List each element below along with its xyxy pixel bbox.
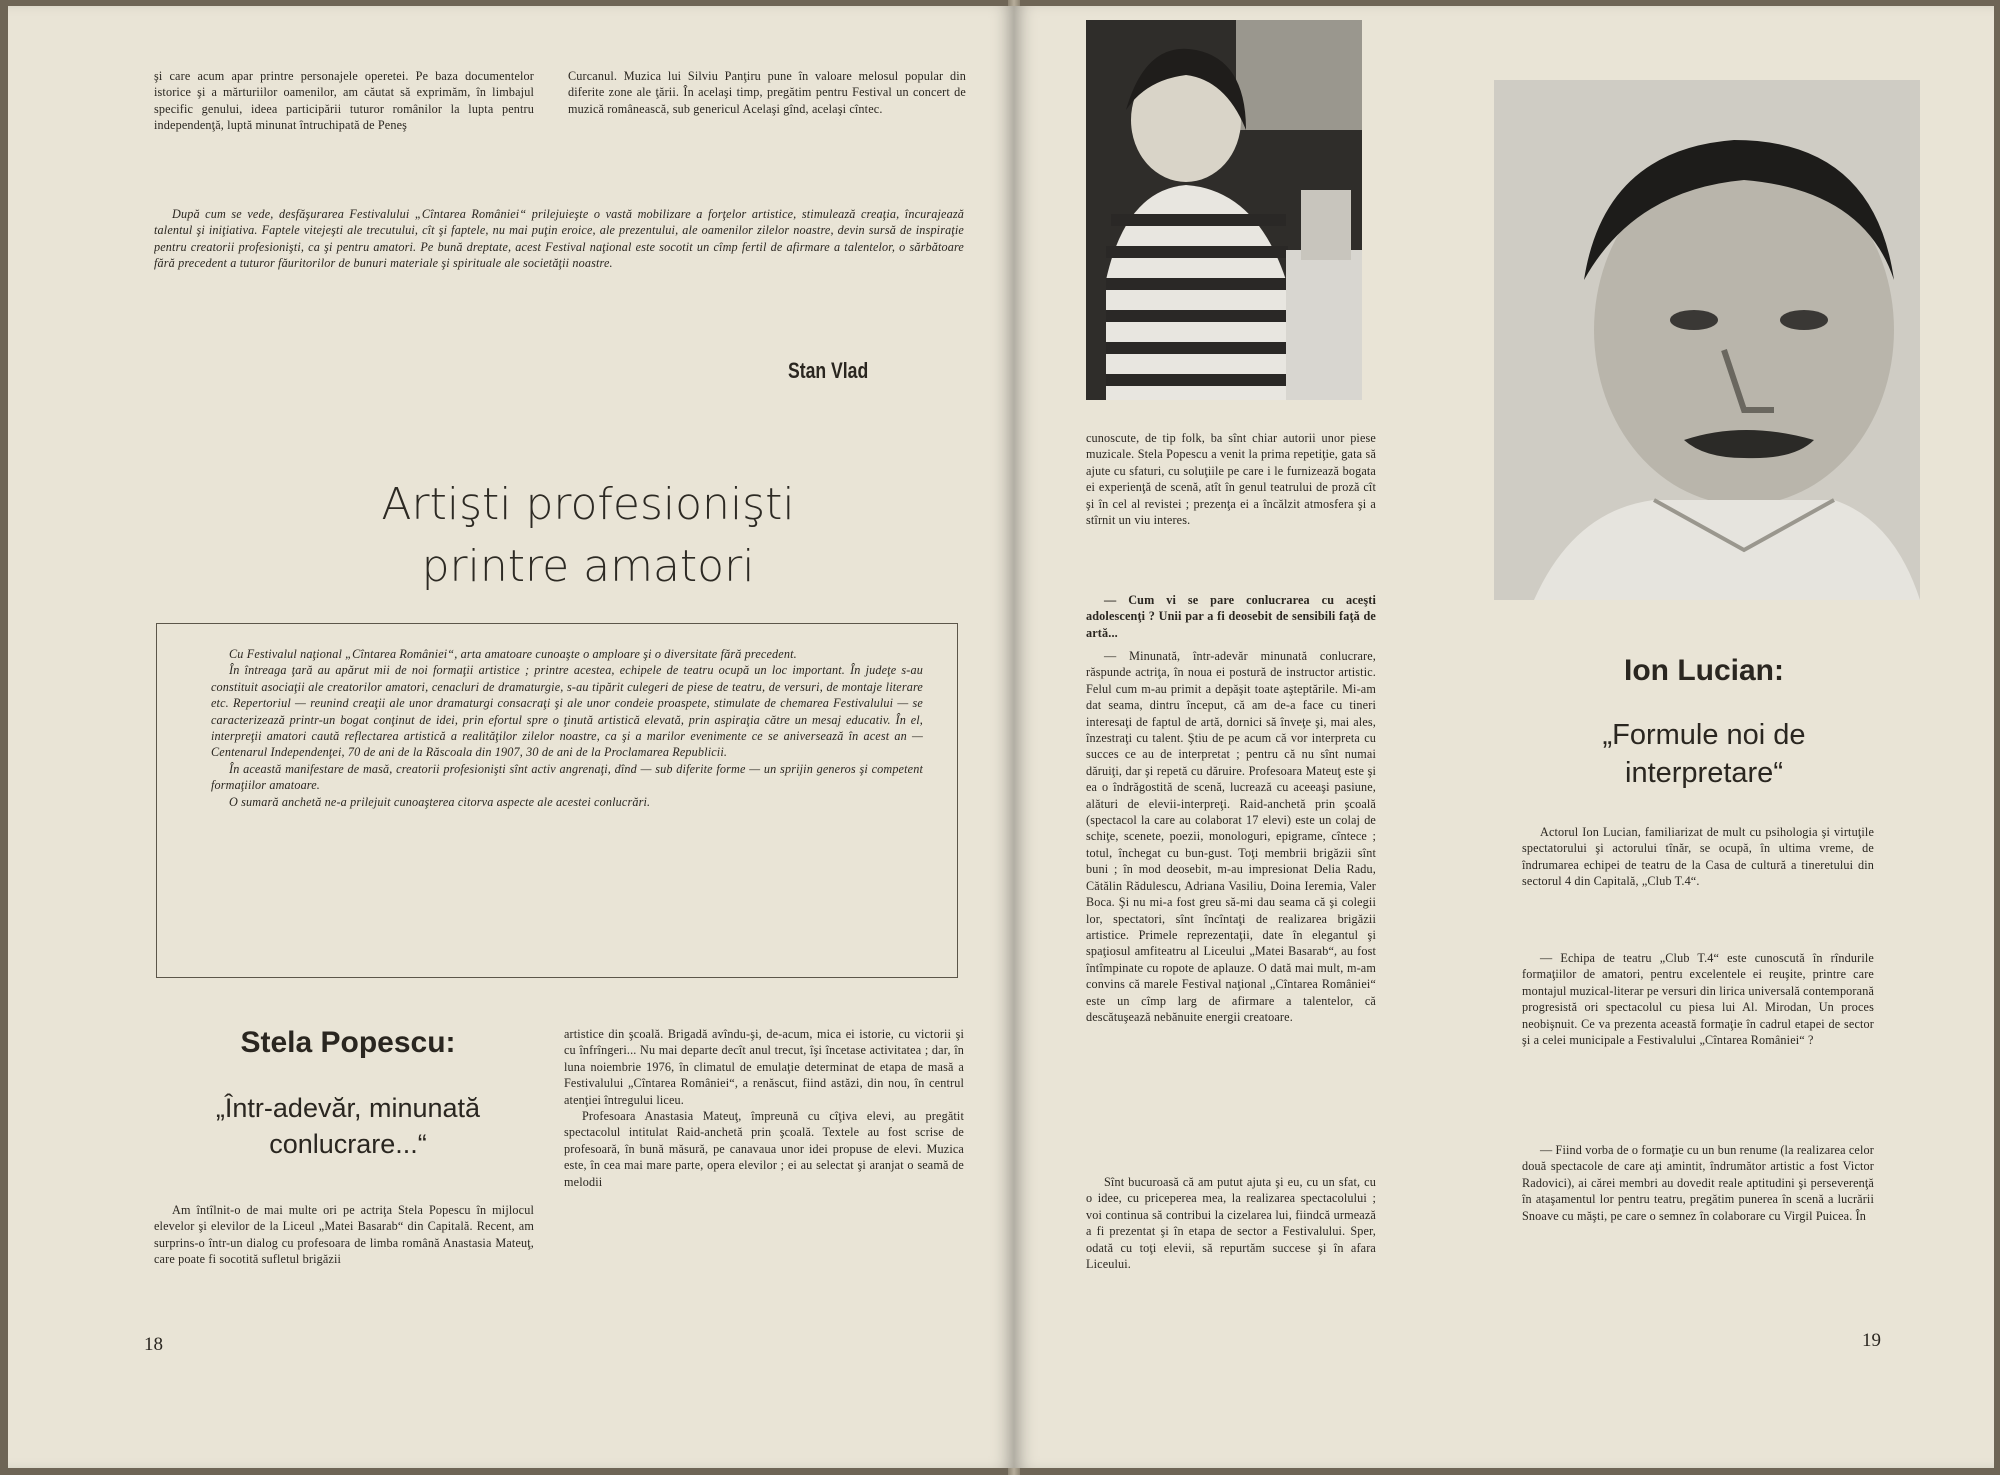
- article-title-line-1: Artişti profesionişti: [381, 479, 795, 530]
- stela-answer-conclusion: Sînt bucuroasă că am putut ajuta şi eu, cu un sfat, cu o idee, cu priceperea mea, la realizarea spectacolului ; voi continua să contribui la cizelarea lui, fiindcă urmează a fi prezentat şi în etapa de sector a Festivalului. Sper, odată cu toţi elevii, să repurtăm succese şi în afara Liceului.: [1086, 1175, 1376, 1272]
- ion-lucian-quote: „Formule noi de interpretare“: [1602, 719, 1806, 789]
- intro-box-text: Cu Festivalul naţional „Cîntarea României“, arta amatoare cunoaşte o amploare şi o diversitate fără precedent. În întreaga ţară au apărut mii de noi formaţii artistice ; printre acestea, echipele de teatru ocupă un loc important. În judeţe s-au constituit asociaţii ale creatorilor amatori, cenacluri de dramaturgie, s-au tipărit culegeri de piese de teatru, de versuri, de montaje literare etc. Repertoriul — reunind creaţii ale unor dramaturgi consacraţi şi ale unor condeie proaspete, stimulate de chemarea Festivalului — se caracterizează printr-un bogat conţinut de idei, prin efortul spre o ţinută artistică elevată, prin aspiraţia către un mesaj educativ. În el, interpreţii amatori caută reflectarea artistică a realităţilor zilelor noastre, ca şi a marilor evenimente ce se aniversează în acest an — Centenarul Independenţei, 70 de ani de la Răscoala din 1907, 30 de ani de la Proclamarea Republicii. În această manifestare de masă, creatorii profesionişti sînt activ angrenaţi, dînd — sub diferite forme — un sprijin generos şi competent formaţiilor amatoare. O sumară anchetă ne-a prilejuit cunoaşterea citorva aspecte ale acestei conlucrări.: [211, 647, 923, 809]
- stela-column-1: Am întîlnit-o de mai multe ori pe actriţa Stela Popescu în mijlocul elevelor şi elevilor de la Liceul „Matei Basarab“ din Capitală. Recent, am surprins-o într-un dialog cu profesoara de limba română Anastasia Mateuţ, care poate fi socotită sufletul brigăzii: [154, 1203, 534, 1267]
- stela-photo-illustration: [1086, 20, 1362, 400]
- intro-box: [156, 623, 958, 978]
- article-title-line-2: printre amatori: [421, 541, 755, 592]
- ion-photo-illustration: [1494, 80, 1920, 600]
- left-top-column-2: Curcanul. Muzica lui Silviu Panţiru pune în valoare melosul popular din diferite zone ale ţării. În acelaşi timp, pregătim pentru Festival un concert de muzică românească, sub genericul Acelaşi gînd, acelaşi cîntec.: [568, 69, 966, 116]
- left-top-column-1: şi care acum apar printre personajele operetei. Pe baza documentelor istorice şi a mărturiilor oamenilor, am căutat să exprimăm, în limbajul specific genului, ideea participării tuturor românilor la lupta pentru independenţă, luptă minunat întruchipată de Peneş: [154, 69, 534, 133]
- interview-question-ion: — Echipa de teatru „Club T.4“ este cunoscută în rîndurile formaţiilor de amatori, pentru excelentele ei reuşite, printre care montajul muzical-literar pe versuri din lirica universală contemporană progresistă ori spectacolul cu piesa lui Al. Mirodan, Un proces neobişnuit. Ce va prezenta această formaţie în cadrul etapei de sector şi a celei municipale a Festivalului „Cîntarea României“ ?: [1522, 951, 1874, 1048]
- ion-lucian-intro: Actorul Ion Lucian, familiarizat de mult cu psihologia şi virtuţile spectatorului şi actorului tînăr, se ocupă, în ultima vreme, de îndrumarea echipei de teatru de la Casa de cultură a tineretului din sectorul 4 din Capitală, „Club T.4“.: [1522, 825, 1874, 889]
- ion-answer-column: — Fiind vorba de o formaţie cu un bun renume (la realizarea celor două spectacole de care aţi amintit, îndrumător artistic a fost Victor Radovici), ai cărei membri au dovedit reale aptitudini şi perseverenţă în ataşamentul lor pentru teatru, pregătim punerea în scenă a lucrării Snoave cu măşti, pe care o semnez în colaborare cu Virgil Puicea. În: [1522, 1143, 1874, 1223]
- stela-answer-column: — Minunată, într-adevăr minunată conlucrare, răspunde actriţa, în noua ei postură de instructor artistic. Felul cum m-au primit a depăşit toate aşteptările. Mi-am dat seama, dintru început, că am de-a face cu tineri interesaţi de faptul de artă, dornici să înveţe şi, mai ales, înzestraţi cu talent. Ştiu de pe acum că vor interpreta cu succes ce au de interpretat ; pentru că nu sînt numai dăruiţi, dar şi repetă cu dăruire. Profesoara Mateuţ este şi ea o îndrăgostită de scenă, lucrează cu aceeaşi pasiune, alături de elevii-interpreţi. Raid-anchetă prin şcoală (spectacol la care au colaborat 17 elevi) este un colaj de schiţe, scenete, poezii, monologuri, epigrame, cîntece ; totul, închegat cu bun-gust. Toţi membrii brigăzii sînt buni ; în mod deosebit, m-au impresionat Delia Radu, Cătălin Rădulescu, Adriana Vasiliu, Doina Ieremia, Valer Boca. Şi nu mi-a fost greu să-mi dau seama că şi colegii lor, spectatori, sînt încîntaţi de realizarea brigăzii artistice. Primele reprezentaţii, date în elegantul şi spaţiosul amfiteatru al Liceului „Matei Basarab“, au fost întîmpinate cu ropote de aplauze. O dată mai mult, m-am convins că marele Festival naţional „Cîntarea României“ este un cîmp larg de afirmare a talentelor, că descătuşează nebănuite energii creatoare.: [1086, 649, 1376, 1024]
- page-number-right: 19: [1862, 1330, 1881, 1351]
- ion-lucian-photo: [1494, 80, 1920, 600]
- right-page: [1014, 6, 1994, 1468]
- stela-column-2: artistice din şcoală. Brigadă avîndu-şi, de-acum, mica ei istorie, cu victorii şi cu înfrîngeri... Nu mai departe decît anul trecut, îşi încetase activitatea ; dar, în luna noiembrie 1976, în climatul de emulaţie determinat de etapa de masă a Festivalului „Cîntarea României“, a renăscut, fiind astăzi, din nou, în centrul atenţiei întregului liceu. Profesoara Anastasia Mateuţ, împreună cu cîţiva elevi, au pregătit spectacolul intitulat Raid-anchetă prin şcoală. Textele au fost scrise de profesoară, în bună măsură, pe canavaua unor idei propuse de elevi. Muzica este, în cea mai mare parte, opera elevilor ; ei au selectat şi aranjat o seamă de melodii: [564, 1027, 964, 1189]
- author-byline: Stan Vlad: [788, 358, 869, 383]
- stela-popescu-heading: Stela Popescu:: [240, 1026, 456, 1059]
- page-number-left: 18: [144, 1334, 163, 1355]
- stela-popescu-quote: „Într-adevăr, minunată conlucrare...“: [215, 1093, 481, 1159]
- left-page: [8, 6, 1014, 1468]
- article-title: [328, 474, 848, 598]
- conclusion-paragraph: După cum se vede, desfăşurarea Festivalului „Cîntarea României“ prilejuieşte o vastă mobilizare a forţelor artistice, stimulează creaţia, încurajează talentul şi iniţiativa. Faptele vitejeşti ale trecutului, cît şi faptele, nu mai puţin eroice, ale prezentului, ale oamenilor zilelor noastre, devin sursă de inspiraţie pentru creatorii profesionişti, ca şi pentru amatori. Pe bună dreptate, acest Festival naţional este socotit un cîmp fertil de afirmare a talentelor, o sărbătoare fără precedent a tuturor făuritorilor de bunuri materiale şi spirituale ale societăţii noastre.: [154, 207, 964, 271]
- ion-lucian-heading: Ion Lucian:: [1624, 654, 1784, 687]
- interview-question-stela: — Cum vi se pare conlucrarea cu aceşti adolescenţi ? Unii par a fi deosebit de sensibili faţă de artă...: [1086, 593, 1376, 640]
- stela-continued-column: cunoscute, de tip folk, ba sînt chiar autorii unor piese muzicale. Stela Popescu a venit la prima repetiţie, gata să ajute cu sfaturi, cu soluţiile pe care i le furnizează bogata ei experienţă de scenă, atît în genul teatrului de proză cît şi în cel al revistei ; prezenţa ei a încălzit atmosfera şi a stîrnit un viu interes.: [1086, 431, 1376, 528]
- stela-popescu-photo: [1086, 20, 1362, 400]
